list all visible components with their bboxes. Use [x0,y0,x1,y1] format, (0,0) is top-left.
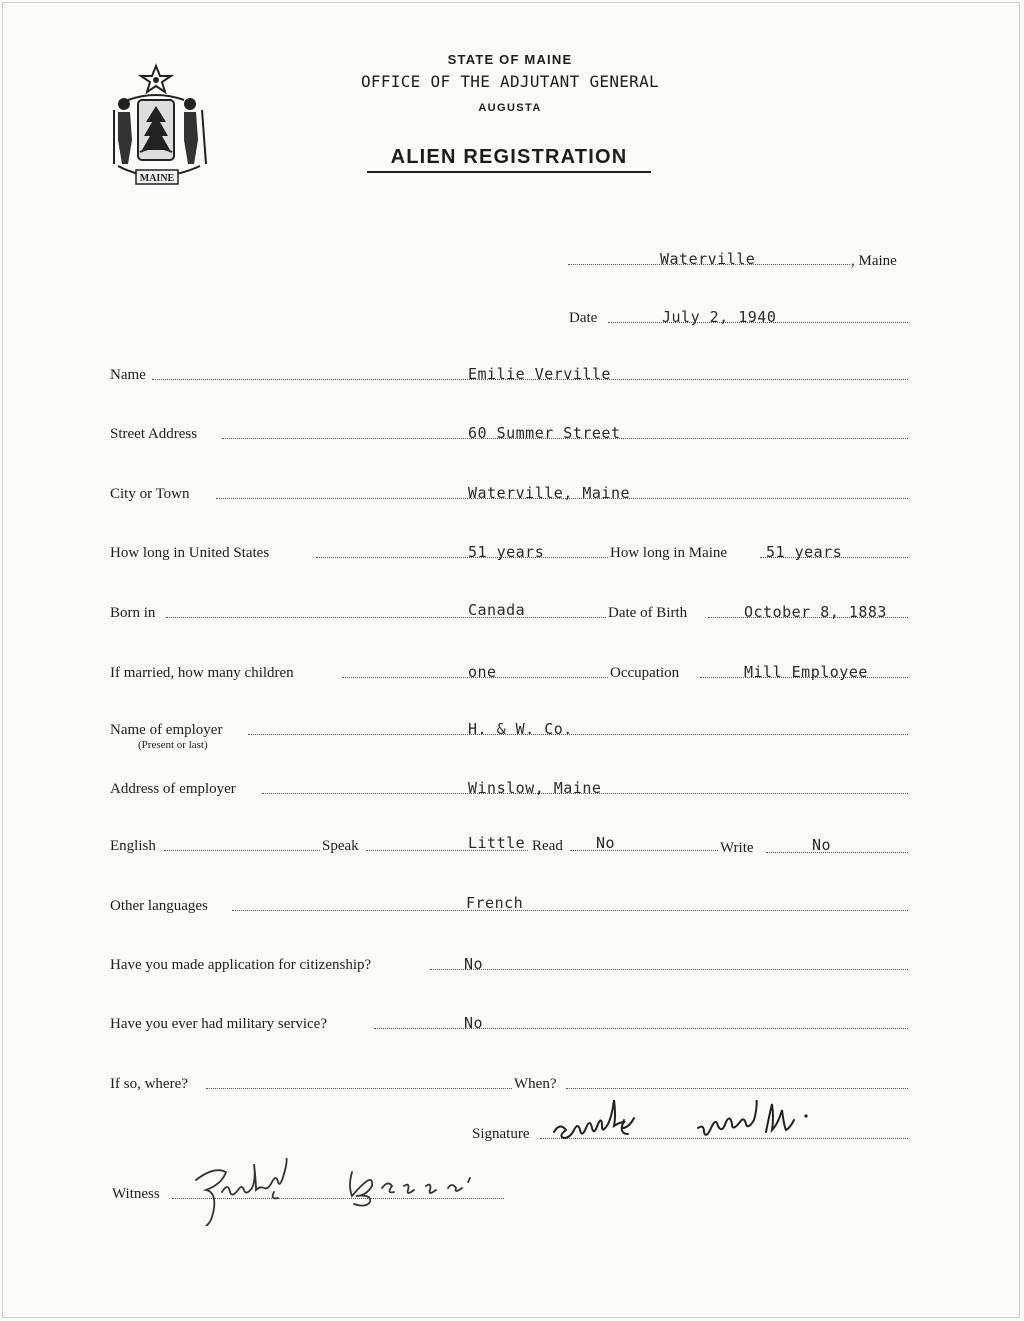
city-label: City or Town [110,486,190,502]
employer-label: Name of employer [110,722,223,738]
english-label: English [110,838,156,854]
occupation-label: Occupation [610,665,680,681]
header-state: STATE OF MAINE [447,52,573,67]
signature-label: Signature [472,1126,530,1142]
dob-label: Date of Birth [608,605,688,621]
citizenship-line [430,969,908,970]
where-line [206,1088,512,1089]
occupation-value: Mill Employee [744,663,868,681]
other-languages-label: Other languages [110,898,208,914]
svg-text:MAINE: MAINE [139,173,175,184]
maine-state-seal-icon [108,60,220,190]
write-line [766,852,908,853]
name-value: Emilie Verville [468,365,611,383]
born-in-label: Born in [110,605,156,621]
how-long-us-line [316,557,608,558]
employer-sublabel: (Present or last) [138,739,208,751]
when-label: When? [514,1076,557,1092]
how-long-maine-value: 51 years [766,543,843,561]
date-label: Date [569,310,598,326]
other-languages-value: French [466,894,524,912]
citizenship-value: No [464,955,484,973]
applicant-signature [548,1100,878,1148]
how-long-us-label: How long in United States [110,545,270,561]
english-line [164,850,320,851]
employer-line [248,734,908,735]
write-value: No [812,836,832,854]
city-value: Waterville, Maine [468,484,631,502]
speak-label: Speak [322,838,359,854]
employer-address-label: Address of employer [110,781,236,797]
military-line [374,1028,908,1029]
street-label: Street Address [110,426,198,442]
military-value: No [464,1014,484,1032]
employer-address-value: Winslow, Maine [468,779,602,797]
citizenship-label: Have you made application for citizenship? [110,957,372,973]
born-in-line [166,617,606,618]
how-long-maine-label: How long in Maine [610,545,728,561]
read-line [570,850,718,851]
place-suffix: , Maine [851,253,897,269]
speak-value: Little [468,834,526,852]
children-label: If married, how many children [110,665,294,681]
other-languages-line [232,910,908,911]
when-line [566,1088,908,1089]
born-in-value: Canada [468,601,526,619]
header-city: AUGUSTA [478,102,542,114]
write-label: Write [720,840,754,856]
place-value: Waterville [660,250,756,268]
read-value: No [596,834,616,852]
street-value: 60 Summer Street [468,424,621,442]
witness-signature [182,1158,482,1226]
name-label: Name [110,367,146,383]
where-label: If so, where? [110,1076,188,1092]
read-label: Read [532,838,563,854]
date-value: July 2, 1940 [662,308,777,326]
how-long-us-value: 51 years [468,543,545,561]
employer-value: H. & W. Co. [468,720,573,738]
dob-value: October 8, 1883 [744,603,887,621]
header-office: OFFICE OF THE ADJUTANT GENERAL [361,72,659,91]
military-label: Have you ever had military service? [110,1016,327,1032]
form-title: ALIEN REGISTRATION [367,146,651,173]
witness-label: Witness [112,1186,160,1202]
children-value: one [468,663,497,681]
